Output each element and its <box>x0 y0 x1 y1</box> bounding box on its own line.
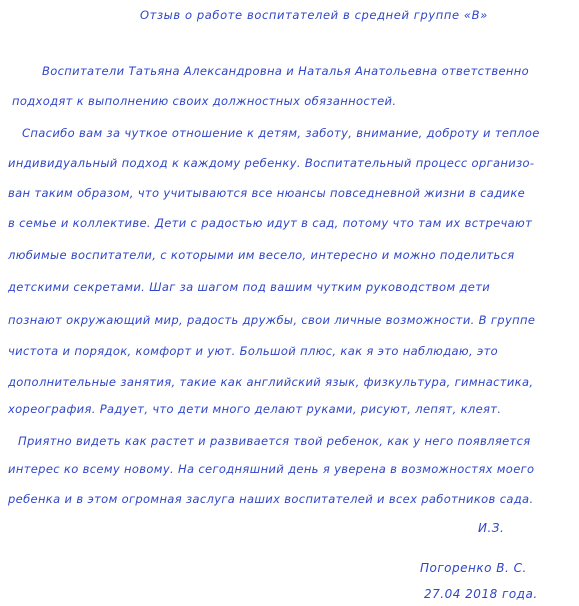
letter-line: познают окружающий мир, радость дружбы, свои личные возможности. В группе <box>8 313 536 327</box>
letter-line: детскими секретами. Шаг за шагом под вашим чутким руководством дети <box>8 280 491 294</box>
letter-line: чистота и порядок, комфорт и уют. Большой плюс, как я это наблюдаю, это <box>8 344 499 358</box>
letter-line: интерес ко всему новому. На сегодняшний день я уверена в возможностях моего <box>8 462 535 476</box>
signature-name: Погоренко В. С. <box>420 561 527 575</box>
letter-title: Отзыв о работе воспитателей в средней группе «В» <box>140 8 488 22</box>
letter-line: Приятно видеть как растет и развивается твой ребенок, как у него появляется <box>18 434 531 448</box>
letter-line: хореография. Радует, что дети много делают руками, рисуют, лепят, клеят. <box>8 402 502 416</box>
signature-date: 27.04 2018 года. <box>424 587 538 601</box>
letter-line: ребенка и в этом огромная заслуга наших воспитателей и всех работников сада. <box>8 492 534 506</box>
letter-line: Воспитатели Татьяна Александровна и Наталья Анатольевна ответственно <box>42 64 530 78</box>
closing-initials: И.З. <box>478 521 505 535</box>
letter-line: Спасибо вам за чуткое отношение к детям, заботу, внимание, доброту и теплое <box>22 126 540 140</box>
letter-line: любимые воспитатели, с которыми им весело, интересно и можно поделиться <box>8 248 515 262</box>
letter-line: в семье и коллективе. Дети с радостью идут в сад, потому что там их встречают <box>8 216 533 230</box>
letter-line: подходят к выполнению своих должностных обязанностей. <box>12 94 397 108</box>
letter-line: ван таким образом, что учитываются все нюансы повседневной жизни в садике <box>8 186 526 200</box>
letter-line: индивидуальный подход к каждому ребенку. Воспитательный процесс организо- <box>8 156 535 170</box>
letter-line: дополнительные занятия, такие как английский язык, физкультура, гимнастика, <box>8 375 534 389</box>
